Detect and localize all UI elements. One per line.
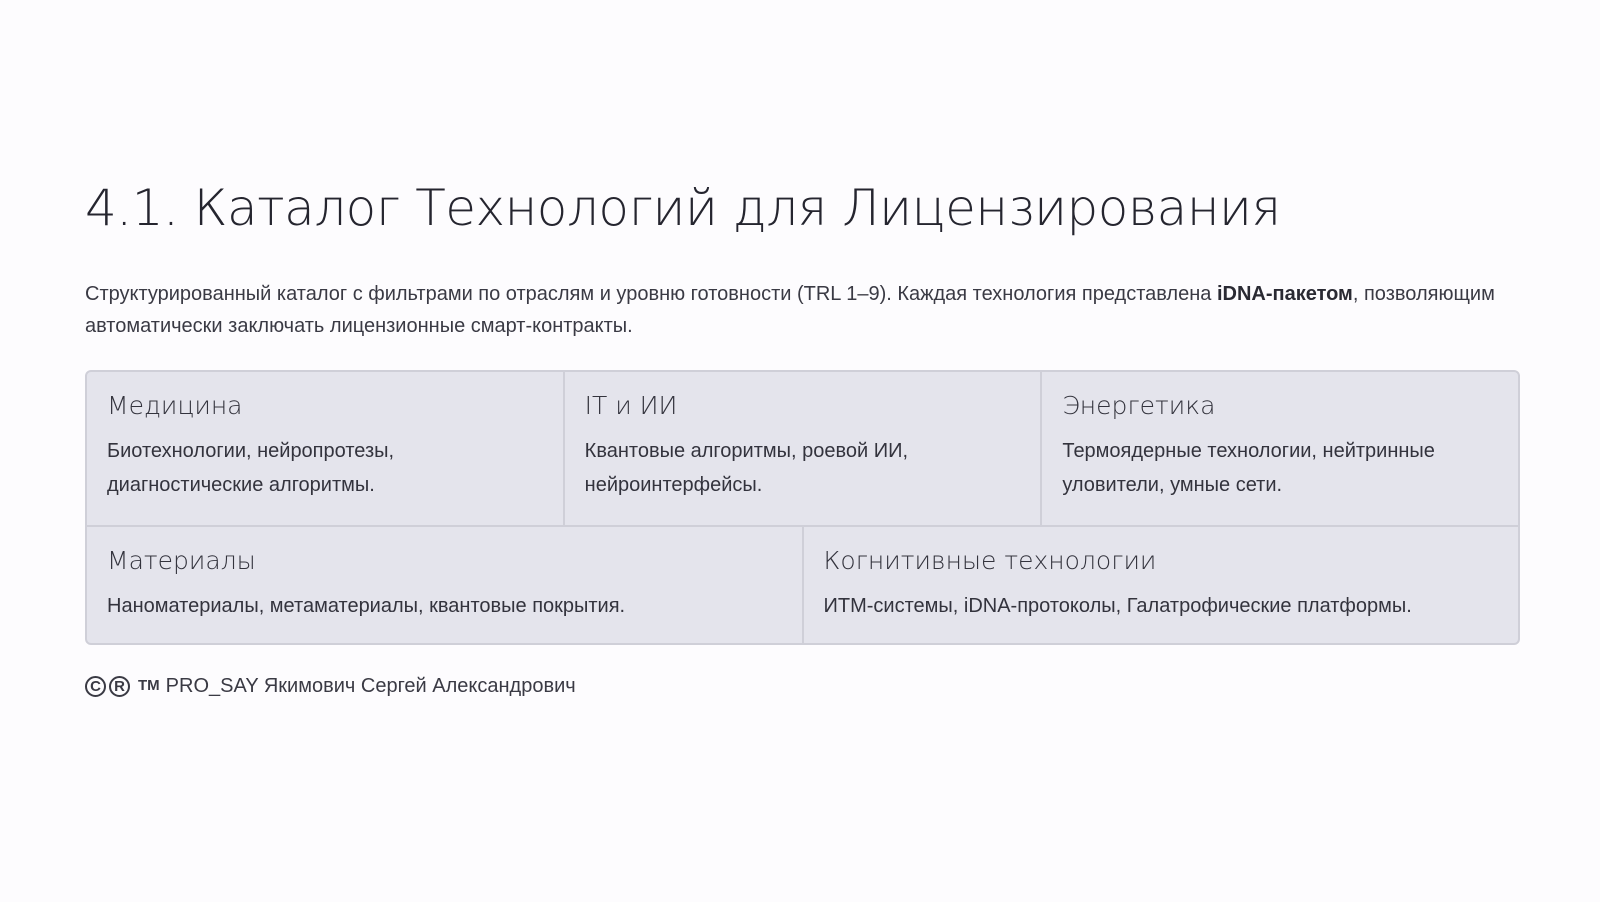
intro-paragraph (85, 278, 1520, 342)
copyright-icon: C (85, 676, 106, 697)
intro-text-after: , позволяющим автоматически заключать лицензионные смарт-контракты. (85, 283, 1495, 337)
catalog-card-description: ИТМ-системы, iDNA-протоколы, Галатрофические платформы. (823, 595, 1412, 617)
catalog-card-title: Когнитивные технологии (823, 546, 1157, 575)
catalog-card-energy (1040, 372, 1518, 525)
catalog-card-materials (87, 527, 802, 643)
registered-trademark-icon: R (109, 676, 130, 697)
intro-bold-term: iDNA-пакетом (1216, 283, 1353, 305)
catalog-card-title: Материалы (107, 546, 256, 575)
copyright-owner: PRO_SAY Якимович Сергей Александрович (165, 675, 576, 697)
catalog-card-description: Биотехнологии, нейропротезы, диагностические алгоритмы. (107, 440, 395, 496)
trademark-icon: TM (138, 677, 160, 694)
catalog-card-it-ai (563, 372, 1041, 525)
catalog-card-description: Наноматериалы, метаматериалы, квантовые покрытия. (107, 595, 626, 617)
copyright-footer (85, 671, 1520, 701)
page-content (85, 178, 1520, 701)
catalog-grid (85, 370, 1520, 645)
catalog-card-cognitive (802, 527, 1519, 643)
catalog-card-medicine (87, 372, 563, 525)
catalog-card-title: Энергетика (1062, 391, 1216, 420)
catalog-card-description: Квантовые алгоритмы, роевой ИИ, нейроинтерфейсы. (584, 440, 909, 496)
catalog-card-title: IT и ИИ (584, 391, 678, 420)
catalog-row-top (87, 372, 1518, 525)
page-title: 4.1. Каталог Технологий для Лицензирования (85, 179, 1281, 237)
intro-text-before: Структурированный каталог с фильтрами по отраслям и уровню готовности (TRL 1–9). Каждая технология представлена (85, 283, 1217, 305)
catalog-row-bottom (87, 525, 1518, 643)
catalog-card-description: Термоядерные технологии, нейтринные уловители, умные сети. (1062, 440, 1435, 496)
catalog-card-title: Медицина (107, 391, 243, 420)
